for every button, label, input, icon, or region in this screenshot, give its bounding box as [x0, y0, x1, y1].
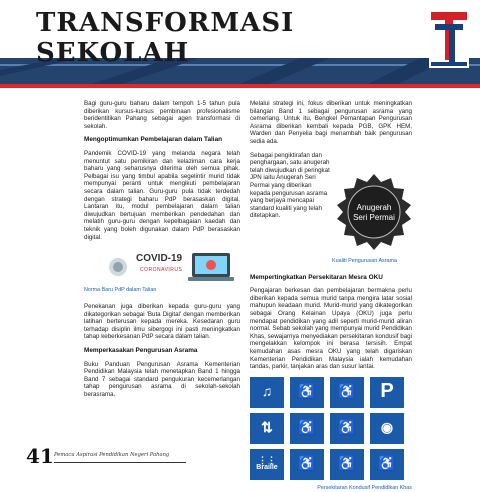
transformasi-sekolah-logo-icon — [423, 6, 475, 76]
walking-aid-sign-icon: ♿ — [370, 449, 404, 480]
hostel-guide-paragraph: Buku Panduan Pengurusan Asrama Kementerian Pendidikan Malaysia telah menetapkan Band 1 hingga Band 7 sebagai standard pengukuran kecemerlangan tahap pengurusan asrama di sekolah-sekolah berasrama. — [84, 360, 240, 399]
caption-online-norm: Norma Baru PdP dalam Talian — [84, 287, 157, 294]
ramp-sign-icon: ♿ — [290, 377, 324, 408]
toilet-sign-icon: ♿ — [330, 413, 364, 444]
heading-hostel-management: Memperkasakan Pengurusan Asrama — [84, 347, 198, 355]
award-section — [250, 152, 412, 270]
parking-sign-icon: P — [370, 377, 404, 408]
covid-title: COVID-19 — [136, 253, 183, 265]
heading-online-learning: Mengoptimumkan Pembelajaran dalam Talian — [84, 136, 223, 144]
oku-paragraph: Pengajaran berkesan dan pembelajaran bermakna perlu diberikan kepada semua murid tanpa mengira latar sosial mahupun keadaan murid. Murid-murid yang dikategorikan sebagai Orang Kelainan Upaya (OKU) juga perlu mendapat pendidikan yang adil seperti murid-murid aliran normal. Sebab sekolah yang mempunyai murid Pendidikan Khas, sewajarnya menyediakan persekitaran kondusif bagi mengelakkan kelompok ini berasa tersisih. Empat kemudahan asas mesra OKU yang telah digariskan Kementerian Pendidikan Malaysia ialah kemudahan tandas, parkir, tanjakan aras dan susur lantai. — [250, 287, 412, 371]
badge-line-1: Anugerah — [356, 202, 392, 212]
caption-special-education: Persekitaran Kondusif Pendidikan Khas — [317, 484, 412, 491]
footer-divider — [54, 462, 186, 463]
left-column — [84, 100, 240, 405]
braille-label: Braille — [256, 464, 278, 472]
wheelchair-access-sign-icon: ♿ — [290, 413, 324, 444]
title-line-2: SEKOLAH — [36, 38, 190, 68]
elevator-sign-icon: ⇅ — [250, 413, 284, 444]
online-learning-paragraph: Pandemik COVID-19 yang melanda negara telah menuntut satu pemikiran dan kelaziman cara kerja baharu yang seharusnya diterima oleh semua pihak. Pelbagai isu yang timbul apabila segelintir murid tidak mempunyai peranti untuk mengikuti pembelajaran secara dalam talian. Guru-guru pula tidak terdedah dengan strategi baharu PdP berasaskan digital. Lantaran itu, modul pembelajaran dalam talian diwujudkan bertujuan memberikan pendedahan dan melatih guru-guru dengan kepelbagaian kaedah dan teknik yang boleh digunakan dalam PdP berasaskan digital. — [84, 149, 240, 241]
assistance-sign-icon: ♿ — [290, 449, 324, 480]
right-column — [250, 100, 412, 492]
braille-dots-icon: ⋮⋮ — [258, 454, 276, 465]
publication-name: Pemacu Aspirasi Pendidikan Negeri Pahang — [54, 452, 170, 458]
digital-training-paragraph: Penekanan juga diberikan kepada guru-guru yang dikategorikan sebagai 'Buta Digital' dengan memberikan latihan berterusan kepada mereka. Kesedaran guru terhadap disiplin ilmu sibergogi ini pasti meningkatkan tahap keberkesanan PdP secara dalam talian. — [84, 303, 240, 341]
award-paragraph: Sebagai pengiktirafan dan penghargaan, satu anugerah telah diwujudkan di peringkat JPN iaitu Anugerah Seri Permai yang diberikan kepada pengurusan asrama yang berjaya mencapai standard kualiti yang telah ditetapkan. — [250, 151, 330, 220]
braille-sign — [250, 449, 284, 480]
intro-paragraph: Bagi guru-guru baharu dalam tempoh 1-5 tahun pula diberikan kursus-kursus pembinaan profesionalisme beridentitikan Pahang sebagai agen transformasi di sekolah. — [84, 100, 240, 130]
accessibility-signs — [250, 377, 410, 481]
award-badge-icon — [334, 172, 414, 252]
accessible-sign-icon: ♿ — [330, 449, 364, 480]
strategy-paragraph: Melalui strategi ini, fokus diberikan untuk meningkatkan bilangan Band 1 sebagai pengurusan asrama yang cemerlang. Untuk itu, Bengkel Pemantapan Pengurusan Asrama diberikan kembali kepada PGB, GPK HEM, Warden dan Penyelia bagi menambah baik pengurusan sedia ada. — [250, 100, 412, 145]
hearing-sign-icon: ♫ — [250, 377, 284, 408]
footer — [26, 444, 226, 468]
page-title — [36, 8, 294, 68]
heading-oku-environment: Mempertingkatkan Persekitaran Mesra OKU — [250, 273, 383, 281]
page-number: 41 — [26, 444, 54, 468]
header-banner — [0, 0, 480, 88]
badge-line-2: Seri Permai — [353, 212, 395, 222]
caption-hostel-quality: Kualiti Pengurusan Asrama — [332, 257, 398, 264]
title-line-1: TRANSFORMASI — [36, 8, 295, 38]
blind-sign-icon: ◉ — [370, 413, 404, 444]
wheelchair-sign-icon: ♿ — [330, 377, 364, 408]
covid-illustration — [84, 247, 240, 297]
covid-subtitle: CORONAVIRUS — [140, 267, 183, 274]
